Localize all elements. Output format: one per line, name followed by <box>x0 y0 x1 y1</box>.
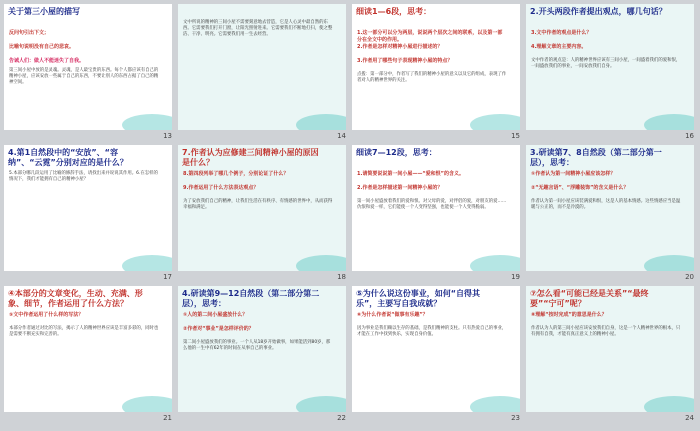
slide-body-text: 本部分作者通过对比的写法，揭示了人的精神世界应该是丰富多彩的，同时也是需要不断充实和完善的。 <box>9 326 159 338</box>
slide-question: ①人的第二间小屋盛放什么？ <box>183 312 248 318</box>
slide-question: 1.这一部分可以分为两层，说说两个层次之间的联系，以及第一部分在全文中的作用。 <box>357 30 503 43</box>
slide-accent-text: 告诫人们：做人不能迷失了自我。 <box>9 58 85 64</box>
slide-body-text: 5.本部分哪几段运用了比喻的修辞手法，请找出来并说说其作用。6.在怎样的情况下，我们才能拥有自己的精神小屋？ <box>9 171 158 183</box>
slide-question: 4.理解文章的主要内容。 <box>531 44 587 50</box>
slide-question: 2.作者是怎样对精神小屋进行描述的？ <box>357 44 443 50</box>
slide-title: 7.作者认为应修建三间精神小屋的原因是什么？ <box>182 148 319 167</box>
slide-question: 9.作者运用了什么方法表达观点？ <box>183 185 259 191</box>
slide-question: ⑧理解“按时完成”的意思是什么？ <box>531 312 607 318</box>
slide-number: 16 <box>685 132 694 140</box>
slide-body-text: 因为事业是我们赖以生存的基础，是我们精神的支柱。只有热爱自己的事业，才能在工作中找到快乐，实现自身价值。 <box>357 326 507 338</box>
slide-number: 23 <box>511 414 520 422</box>
slide-decoration <box>122 255 172 271</box>
slide-question: ②作者对“事业”是怎样评价的？ <box>183 326 254 332</box>
slide-decoration <box>644 114 694 130</box>
slide-question: ①作者认为第一间精神小屋应该怎样？ <box>531 171 616 177</box>
slide-body-text: 作者认为第一间小屋应该装满爱和恨，这是人的基本情感。这些情感应当是温暖与公正的，而不是冷漠的。 <box>531 199 681 211</box>
slide-question: ⑤文中作者运用了什么样的写法？ <box>9 312 84 318</box>
slide-title: ⑦怎么看“可能已经是关系”“最终要”“宁可”呢？ <box>530 289 649 308</box>
slide-body-text: 文中所说的精神的三间小屋不需要刻意地去营造，它是人心灵中最自然的东西。它需要我们打开门窗，让阳光照射进来。它需要我们不断地打扫，使之整洁、干净、明亮。它需要我们用一生去经营。 <box>183 20 333 38</box>
slide-title: 4.研读第9—12自然段（第二部分第二层），思考： <box>182 289 320 308</box>
slide-thumbnail[interactable] <box>352 4 520 130</box>
slide-question: 反问句引出下文； <box>9 30 50 36</box>
slide-thumbnail[interactable] <box>526 286 694 412</box>
slide-question: 8.第四段列举了哪几个例子，分别论证了什么？ <box>183 171 289 177</box>
slide-body-text: 作者认为人的第三间小屋应该安放我们自身，这是一个人精神世界的根本，只有拥有自我，才能有真正意义上的精神小屋。 <box>531 326 681 338</box>
slide-body-text: 为了安放我们自己的精神，让我们生活在有秩序、有情感的世界中，从而获得幸福和满足。 <box>183 199 333 211</box>
slide-number: 22 <box>337 414 346 422</box>
slide-decoration <box>470 114 520 130</box>
slide-title: ⑤为什么说这份事业，如何“自得其乐”，主要写自我成就？ <box>356 289 481 308</box>
slide-decoration <box>470 396 520 412</box>
slide-question: ②“无趣言语”、“浮雕装饰”的含义是什么？ <box>531 185 629 191</box>
slide-question: 2.作者是怎样描述第一间精神小屋的？ <box>357 185 443 191</box>
slide-title: 4.第1自然段中的“安放”、“容纳”、“云霓”分别对应的是什么？ <box>8 148 128 167</box>
slide-question: 3.作者用了哪些句子表现精神小屋的特点？ <box>357 58 453 64</box>
slide-decoration <box>644 255 694 271</box>
slide-question: ⑥为什么作者说“做事有乐趣”？ <box>357 312 428 318</box>
slide-decoration <box>296 396 346 412</box>
slide-decoration <box>296 114 346 130</box>
slide-thumbnail[interactable] <box>352 145 520 271</box>
slide-number: 18 <box>337 273 346 281</box>
slide-thumbnail[interactable] <box>178 286 346 412</box>
slide-thumbnail[interactable] <box>526 4 694 130</box>
slide-thumbnail[interactable] <box>4 145 172 271</box>
slide-thumbnail[interactable] <box>4 286 172 412</box>
slide-number: 24 <box>685 414 694 422</box>
slide-question: 比喻句说明没有自己的悲哀。 <box>9 44 75 50</box>
slide-title: ④本部分的文章变化，生动、充满、形象、细节，作者运用了什么方法？ <box>8 289 143 308</box>
slide-decoration <box>470 255 520 271</box>
slide-body-text: 点拨：第一部分中，作者写了我们的精神小屋的意义以及它的组成，表现了作者对人的精神世界的关注。 <box>357 72 507 84</box>
slide-thumbnail[interactable] <box>178 145 346 271</box>
slide-number: 19 <box>511 273 520 281</box>
slide-decoration <box>296 255 346 271</box>
slide-body-text: 第三间小屋中放的是灵魂。灵魂，是人最宝贵的东西。每个人都应该有自己的精神小屋，应该安放一些属于自己的东西，不要让别人的东西占据了自己的精神空间。 <box>9 68 159 86</box>
slide-number: 17 <box>163 273 172 281</box>
slide-number: 21 <box>163 414 172 422</box>
slide-thumbnail[interactable] <box>4 4 172 130</box>
slide-number: 20 <box>685 273 694 281</box>
slide-title: 关于第三小屋的描写 <box>8 7 80 16</box>
slide-title: 细读7—12段，思考： <box>356 148 437 157</box>
slide-thumbnail[interactable] <box>178 4 346 130</box>
slide-body-text: 文中作者的观点是：人的精神世界应该有三间小屋，一间盛着我们的爱和恨，一间盛放我们的事业，一间安放我们自身。 <box>531 58 681 70</box>
slide-question: 3.文中作者的观点是什么？ <box>531 30 592 36</box>
slide-number: 15 <box>511 132 520 140</box>
slide-thumbnail[interactable] <box>352 286 520 412</box>
slide-body-text: 第一间小屋盛放着我们的爱和恨。对父母的爱，对伴侣的爱，对朋友的爱……仇恨和爱一样，它们能使一个人变得坚强，也能使一个人变得脆弱。 <box>357 199 507 211</box>
slide-title: 3.研读第7、8自然段（第二部分第一层），思考： <box>530 148 662 167</box>
slide-decoration <box>644 396 694 412</box>
slide-number: 13 <box>163 132 172 140</box>
slide-decoration <box>122 114 172 130</box>
slide-number: 14 <box>337 132 346 140</box>
slide-question: 1.请简要说说第一间小屋——“爱和恨”的含义。 <box>357 171 464 177</box>
slide-body-text: 第二间小屋盛放我们的事业。一个人从18岁开始做事，如果能活到80岁，那么他的一生中有62年的时间在从事自己的事业。 <box>183 340 331 352</box>
slide-decoration <box>122 396 172 412</box>
slide-title: 细读1—6段，思考： <box>356 7 432 16</box>
slide-thumbnail[interactable] <box>526 145 694 271</box>
slide-title: 2.开头两段作者提出观点，哪几句话？ <box>530 7 667 16</box>
